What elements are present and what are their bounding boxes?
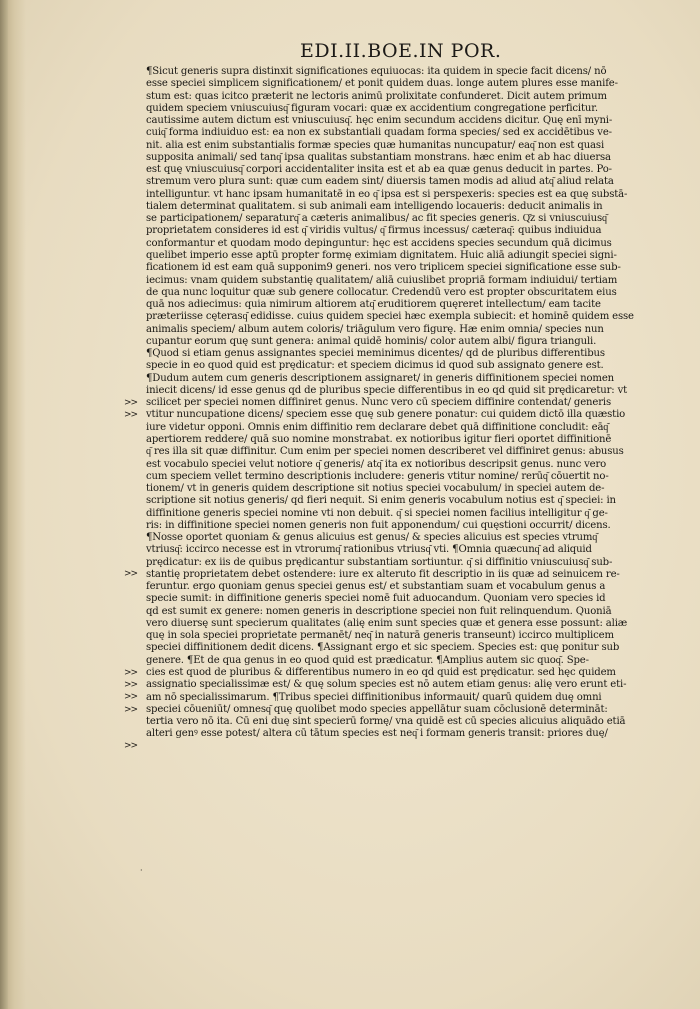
text-line: diffinitione generis speciei nomine vti non debuit. q͂ si speciei nomen facilius intelligitur q͂ ge- — [146, 507, 608, 519]
text-line: cuiq͂ forma indiuiduo est: ea non ex substantiali quadam forma species/ sed ex accidētibus ve- — [146, 127, 612, 139]
text-line: est quę vniuscuiusq͂ corpori accidentaliter insita est et ab ea quæ genus deducit in partes. Po- — [146, 164, 612, 176]
main-text-block — [146, 66, 682, 741]
text-line: nit. alia est enim substantialis formæ species quæ humanitas nuncupatur/ eaq͂ non est quasi — [146, 139, 605, 151]
text-line: quelibet imperio esse aptū propter formę eximiam dignitatem. Huic aliā adiungit speciei signi- — [146, 249, 617, 261]
text-line: ficationem id est eam quā supponim9 generi. nos vero triplicem speciei significatione esse sub- — [146, 262, 621, 274]
text-line: stantię proprietatem debet ostendere: iure ex alteruto fit descriptio in iis quæ ad seinuicem re- — [146, 568, 620, 580]
text-line: conformantur et quodam modo depinguntur: hęc est accidens species secundum quā dicimus — [146, 237, 612, 249]
text-line: vtriusq͂: iccirco necesse est in vtrorumq͂ rationibus vtriusq͂ vti. ¶Omnia quæcunq͂ ad aliquid — [146, 544, 592, 556]
margin-note-mark: >> — [124, 409, 138, 420]
text-line: iniecit dicens/ id esse genus qd de pluribus specie differentibus in eo qd quid sit prędicaretur: vt — [146, 384, 628, 396]
margin-note-mark: >> — [124, 569, 138, 580]
text-line: proprietatem consideres id est q͂ viridis vultus/ q͂ firmus incessus/ cæteraq͂: quibus indiuidua — [146, 225, 602, 237]
text-line: qd est sumit ex genere: nomen generis in descriptione speciei non fuit relinquendum. Quoniā — [146, 605, 612, 617]
text-line: est vocabulo speciei velut notiore q͂ generis/ atq͂ ita ex notioribus descripsit genus. nunc vero — [146, 458, 607, 470]
text-line: specie sumit: in diffinitione generis speciei nomē fuit aduocandum. Quoniam vero species id — [146, 593, 606, 605]
text-line: genere. ¶Et de qua genus in eo quod quid est prædicatur. ¶Amplius autem sic quoq͂. Spe- — [146, 654, 589, 666]
text-line: assignatio specialissimæ est/ & quę solum species est nō autem etiam genus: alię vero erunt eti- — [146, 679, 627, 691]
text-line: tertia vero nō ita. Cū eni duę sint specierū formę/ vna quidē est cū species alicuius aliquādo etiā — [146, 716, 626, 728]
margin-note-mark: >> — [124, 692, 138, 703]
text-line: specie in eo quod quid est prędicatur: et speciem dicimus id quod sub assignato genere est. — [146, 360, 604, 372]
text-line: ¶Nosse oportet quoniam & genus alicuius est genus/ & species alicuius est species vtrumq͂ — [146, 532, 598, 544]
text-line: speciei diffinitionem dedit dicens. ¶Assignant ergo et sic speciem. Species est: quę ponitur sub — [146, 642, 620, 654]
text-line: se participationem/ separaturq͂ a cæteris animalibus/ ac fit species generis. Q͂z si vniuscuiusq͂ — [146, 213, 607, 225]
text-line: cautissime autem dictum est vniuscuiusq͂. hęc enim secundum accidens dicitur. Quę enī myni- — [146, 115, 613, 127]
text-line: quidem speciem vniuscuiusq͂ figuram vocari: quæ ex accidentium congregatione perficitur. — [146, 102, 598, 114]
text-line: q͂ res illa sit quæ diffinitur. Cum enim per speciei nomen describeret vel diffiniret genus: abusus — [146, 446, 624, 458]
text-line: cupantur eorum quę sunt genera: animal quidē hominis/ color autem albi/ figura trianguli. — [146, 335, 597, 347]
text-line: vtitur nuncupatione dicens/ speciem esse quę sub genere ponatur: cui quidem dictō illa quæstio — [146, 409, 626, 421]
text-line: intelliguntur. vt hanc ipsam humanitatē in eo q͂ ipsa est si perspexeris: species est ea quę substā- — [146, 188, 628, 200]
text-line: stum est: quas icitco præterit ne lectoris animū prolixitate confunderet. Dicit autem primum — [146, 90, 607, 102]
text-line: animalis speciem/ album autem coloris/ triāgulum vero figurę. Hæ enim omnia/ species nun — [146, 323, 604, 335]
footer-mark: · — [140, 866, 143, 875]
text-line: ¶Dudum autem cum generis descriptionem assignaret/ in generis diffinitionem speciei nomen — [146, 372, 615, 384]
page-edge — [0, 0, 8, 1009]
text-line: cum speciem vellet termino descriptionis includere: generis vtitur nomine/ rerūq͂ cōuertit no- — [146, 470, 609, 482]
text-line: scilicet per speciei nomen diffiniret genus. Nunc vero cū speciem diffinire contendat/ generis — [146, 397, 611, 409]
text-line: tialem determinat qualitatem. si sub animali eam intelligendo locaueris: deducit animalis in — [146, 200, 603, 212]
margin-note-mark: >> — [124, 667, 138, 678]
text-line: scriptione sit notius generis/ qd fieri nequit. Si enim generis vocabulum notius est q͂ speciei: in — [146, 495, 616, 507]
text-line: ¶Sicut generis supra distinxit significationes equiuocas: ita quidem in specie facit dicens/ nō — [146, 66, 607, 77]
text-line: quę in sola speciei proprietate permanēt/ neq͂ in naturā generis transeunt) iccirco multiplicem — [146, 630, 614, 642]
text-line: iecimus: vnam quidem substantię qualitatem/ aliā cuiuslibet propriā formam indiuidui/ tertiam — [146, 274, 618, 286]
margin-note-mark: >> — [124, 397, 138, 408]
running-title: EDI.II.BOE.IN POR. — [300, 40, 502, 62]
text-line: stremum vero plura sunt: quæ cum eadem sint/ diuersis tamen modis ad aliud atq͂ aliud relata — [146, 176, 614, 188]
margin-note-mark: >> — [124, 680, 138, 690]
text-line: prędicatur: ex iis de quibus prędicantur substantiam sortiuntur. q͂ si diffinitio vniuscuiusq͂ sub- — [146, 556, 613, 568]
margin-note-mark: >> — [124, 741, 138, 752]
text-line: cies est quod de pluribus & differentibus numero in eo qd quid est prędicatur. sed hęc quidem — [146, 667, 616, 679]
text-line: supposita animali/ sed tanq͂ ipsa qualitas substantiam monstrans. hæc enim et ab hac diuersa — [146, 151, 611, 163]
text-line: quā nos adiecimus: quia nimirum altiorem atq͂ eruditiorem quęreret intellectum/ eam tacite — [146, 299, 601, 311]
text-line: apertiorem reddere/ quā suo nomine monstrabat. ex notioribus igitur fieri oportet diffinitionē — [146, 433, 612, 445]
text-line: esse speciei simplicem significationem/ et ponit quidem duas. longe autem plures esse manife- — [146, 78, 618, 90]
text-line: feruntur. ergo quoniam genus speciei genus est/ et substantiam suam et vocabulum genus a — [146, 581, 606, 593]
text-line: de qua nunc loquitur quæ sub genere collocatur. Credendū vero est propter obscuritatem eius — [146, 286, 617, 298]
text-line: speciei cōueniūt/ omnesq͂ quę quolibet modo species appellātur suam cōclusionē determināt: — [146, 703, 608, 715]
text-line: præteriisse cęterasq͂ edidisse. cuius quidem speciei hæc exempla subiecit: et hominē quidem esse — [146, 311, 634, 323]
margin-note-mark: >> — [124, 704, 138, 715]
text-line: iure videtur opponi. Omnis enim diffinitio rem declarare debet quā diffinitione concludit: eāq͂ — [146, 421, 609, 433]
text-line: alteri genꝰ esse potest/ altera cū tātum species est neq͂ i formam generis transit: priores duę/ — [146, 728, 608, 740]
margin-notes — [124, 66, 146, 926]
text-line: am nō specialissimarum. ¶Tribus speciei diffinitionibus informauit/ quarū quidem duę omni — [146, 691, 602, 703]
text-line: ¶Quod si etiam genus assignantes speciei meminimus dicentes/ qd de pluribus differentibus — [146, 348, 605, 360]
text-line: vero diuersę sunt specierum qualitates (alię enim sunt species quæ et genera esse possunt: aliæ — [146, 617, 628, 629]
text-line: ris: in diffinitione speciei nomen generis non fuit apponendum/ cui quęstioni occurrit/ dicens. — [146, 519, 611, 531]
text-line: tionem/ vt in generis quidem descriptione sit notius speciei vocabulum/ in speciei autem de- — [146, 483, 605, 495]
